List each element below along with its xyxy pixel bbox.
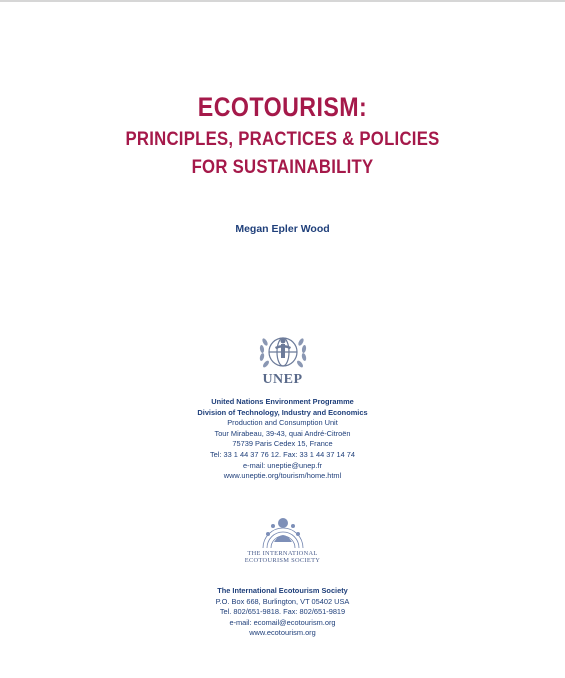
author-name: Megan Epler Wood xyxy=(235,223,330,235)
document-title: ECOTOURISM: xyxy=(197,92,368,122)
ties-phone-fax: Tel. 802/651-9818. Fax: 802/651-9819 xyxy=(219,607,346,617)
document-subtitle-line-2: FOR SUSTAINABILITY xyxy=(191,157,374,178)
ties-logo-caption-1: THE INTERNATIONAL xyxy=(247,550,318,557)
ties-address-block xyxy=(0,586,565,639)
unep-street: Tour Mirabeau, 39-43, quai André-Citroën xyxy=(214,428,351,438)
unep-phone-fax: Tel: 33 1 44 37 76 12. Fax: 33 1 44 37 14 74 xyxy=(209,449,356,459)
top-border-line xyxy=(0,0,565,2)
ties-po-box: P.O. Box 668, Burlington, VT 05402 USA xyxy=(215,596,350,606)
unep-city: 75739 Paris Cedex 15, France xyxy=(232,439,333,449)
ties-website: www.ecotourism.org xyxy=(249,628,316,638)
document-subtitle-line-1: PRINCIPLES, PRACTICES & POLICIES xyxy=(125,129,440,150)
ties-logo xyxy=(238,512,328,576)
ties-logo-caption-2: ECOTOURISM SOCIETY xyxy=(244,557,321,564)
unep-email: e-mail: uneptie@unep.fr xyxy=(243,460,322,470)
unep-division: Division of Technology, Industry and Economics xyxy=(197,407,368,417)
unep-laurel-globe-icon xyxy=(253,330,313,374)
unep-logo-text: UNEP xyxy=(262,372,303,387)
unep-unit: Production and Consumption Unit xyxy=(227,418,338,428)
unep-org-name: United Nations Environment Programme xyxy=(211,397,354,406)
ties-email: e-mail: ecomail@ecotourism.org xyxy=(229,617,336,627)
unep-address-block xyxy=(0,397,565,482)
ties-org-name: The International Ecotourism Society xyxy=(217,586,348,595)
ties-globe-icon xyxy=(238,512,328,552)
unep-website: www.uneptie.org/tourism/home.html xyxy=(223,471,342,481)
